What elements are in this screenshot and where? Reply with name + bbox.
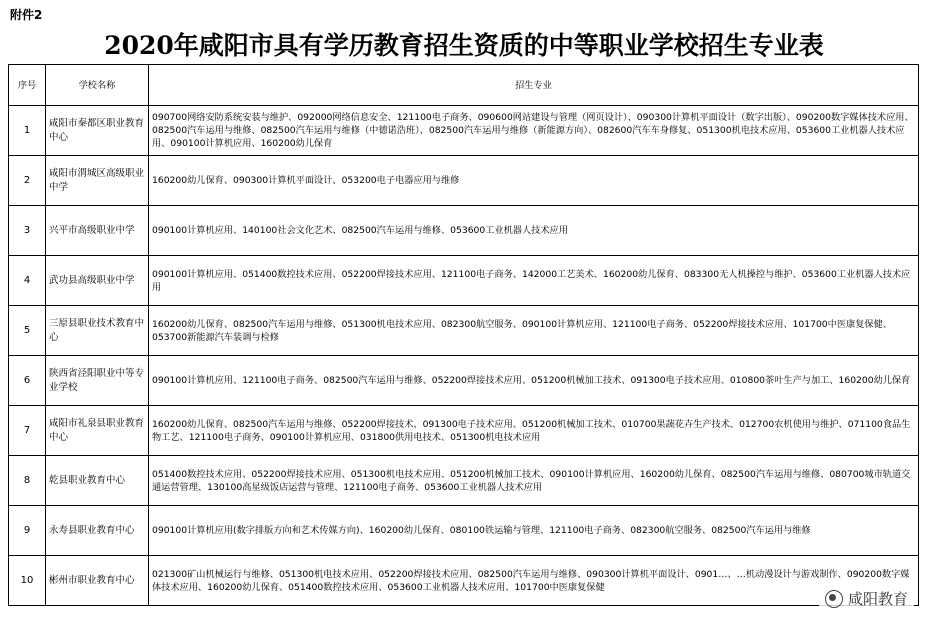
row-school: 彬州市职业教育中心 [46, 556, 149, 606]
row-seq: 2 [9, 156, 46, 206]
row-school: 乾县职业教育中心 [46, 456, 149, 506]
row-majors: 090100计算机应用、121100电子商务、082500汽车运用与维修、052200焊接技术应用、051200机械加工技术、091300电子技术应用、010800茶叶生产与加工、160200幼儿保育 [149, 356, 919, 406]
watermark-text: 咸阳教育 [847, 590, 908, 608]
row-majors: 021300矿山机械运行与维修、051300机电技术应用、052200焊接技术应用、082500汽车运用与维修、090300计算机平面设计、0901…、…机动漫设计与游戏制作、090200数字媒体技术应用、160200幼儿保育、051400数控技术应用、053600工业机器人技术应用、101700中医康复保健 [149, 556, 919, 606]
row-majors: 090700网络安防系统安装与维护、092000网络信息安全、121100电子商务、090600网站建设与管理（网页设计）、090300计算机平面设计（数字出版）、090200数字媒体技术应用、082500汽车运用与维修、082500汽车运用与维修（中德诺浩班）、082500汽车运用与维修（新能源方向）、082600汽车车身修复、051300机电技术应用、053600工业机器人技术应用、090100计算机应用、160200幼儿保育 [149, 106, 919, 156]
row-majors: 160200幼儿保育、082500汽车运用与维修、051300机电技术应用、082300航空服务、090100计算机应用、121100电子商务、052200焊接技术应用、101700中医康复保健、053700新能源汽车装调与检修 [149, 306, 919, 356]
table-row [9, 356, 919, 406]
wechat-logo-icon [825, 590, 843, 608]
row-seq: 1 [9, 106, 46, 156]
header-majors: 招生专业 [149, 65, 919, 106]
row-seq: 9 [9, 506, 46, 556]
row-school: 陕西省泾阳职业中等专业学校 [46, 356, 149, 406]
row-majors: 051400数控技术应用、052200焊接技术应用、051300机电技术应用、051200机械加工技术、090100计算机应用、160200幼儿保育、082500汽车运用与维修、080700城市轨道交通运营管理、130100高星级饭店运营与管理、121100电子商务、053600工业机器人技术应用 [149, 456, 919, 506]
row-school: 咸阳市秦都区职业教育中心 [46, 106, 149, 156]
row-school: 三原县职业技术教育中心 [46, 306, 149, 356]
header-school: 学校名称 [46, 65, 149, 106]
table-row [9, 106, 919, 156]
table-row [9, 206, 919, 256]
row-seq: 5 [9, 306, 46, 356]
row-seq: 10 [9, 556, 46, 606]
attachment-label: 附件2 [10, 8, 43, 22]
row-seq: 6 [9, 356, 46, 406]
table-row [9, 156, 919, 206]
table-row [9, 306, 919, 356]
row-seq: 3 [9, 206, 46, 256]
row-majors: 090100计算机应用、051400数控技术应用、052200焊接技术应用、121100电子商务、142000工艺美术、160200幼儿保育、083300无人机操控与维护、053600工业机器人技术应用 [149, 256, 919, 306]
table-header-row [9, 65, 919, 106]
majors-table [8, 64, 919, 606]
table-row [9, 406, 919, 456]
watermark [819, 586, 914, 611]
row-school: 兴平市高级职业中学 [46, 206, 149, 256]
row-majors: 090100计算机应用(数字排版方向和艺术传媒方向)、160200幼儿保育、080100铁运输与管理、121100电子商务、082300航空服务、082500汽车运用与维修 [149, 506, 919, 556]
row-school: 咸阳市礼泉县职业教育中心 [46, 406, 149, 456]
table-row [9, 556, 919, 606]
table-row [9, 506, 919, 556]
row-majors: 090100计算机应用、140100社会文化艺术、082500汽车运用与维修、053600工业机器人技术应用 [149, 206, 919, 256]
page-title: 2020年咸阳市具有学历教育招生资质的中等职业学校招生专业表 [104, 31, 824, 60]
row-seq: 7 [9, 406, 46, 456]
row-school: 永寿县职业教育中心 [46, 506, 149, 556]
row-seq: 8 [9, 456, 46, 506]
table-row [9, 256, 919, 306]
row-majors: 160200幼儿保育、090300计算机平面设计、053200电子电器应用与维修 [149, 156, 919, 206]
row-school: 武功县高级职业中学 [46, 256, 149, 306]
table-row [9, 456, 919, 506]
row-majors: 160200幼儿保育、082500汽车运用与维修、052200焊接技术、091300电子技术应用、051200机械加工技术、010700果蔬花卉生产技术、012700农机使用与维护、071100食品生物工艺、121100电子商务、090100计算机应用、031800供用电技术、051300机电技术应用 [149, 406, 919, 456]
row-school: 咸阳市渭城区高级职业中学 [46, 156, 149, 206]
header-seq: 序号 [9, 65, 46, 106]
row-seq: 4 [9, 256, 46, 306]
